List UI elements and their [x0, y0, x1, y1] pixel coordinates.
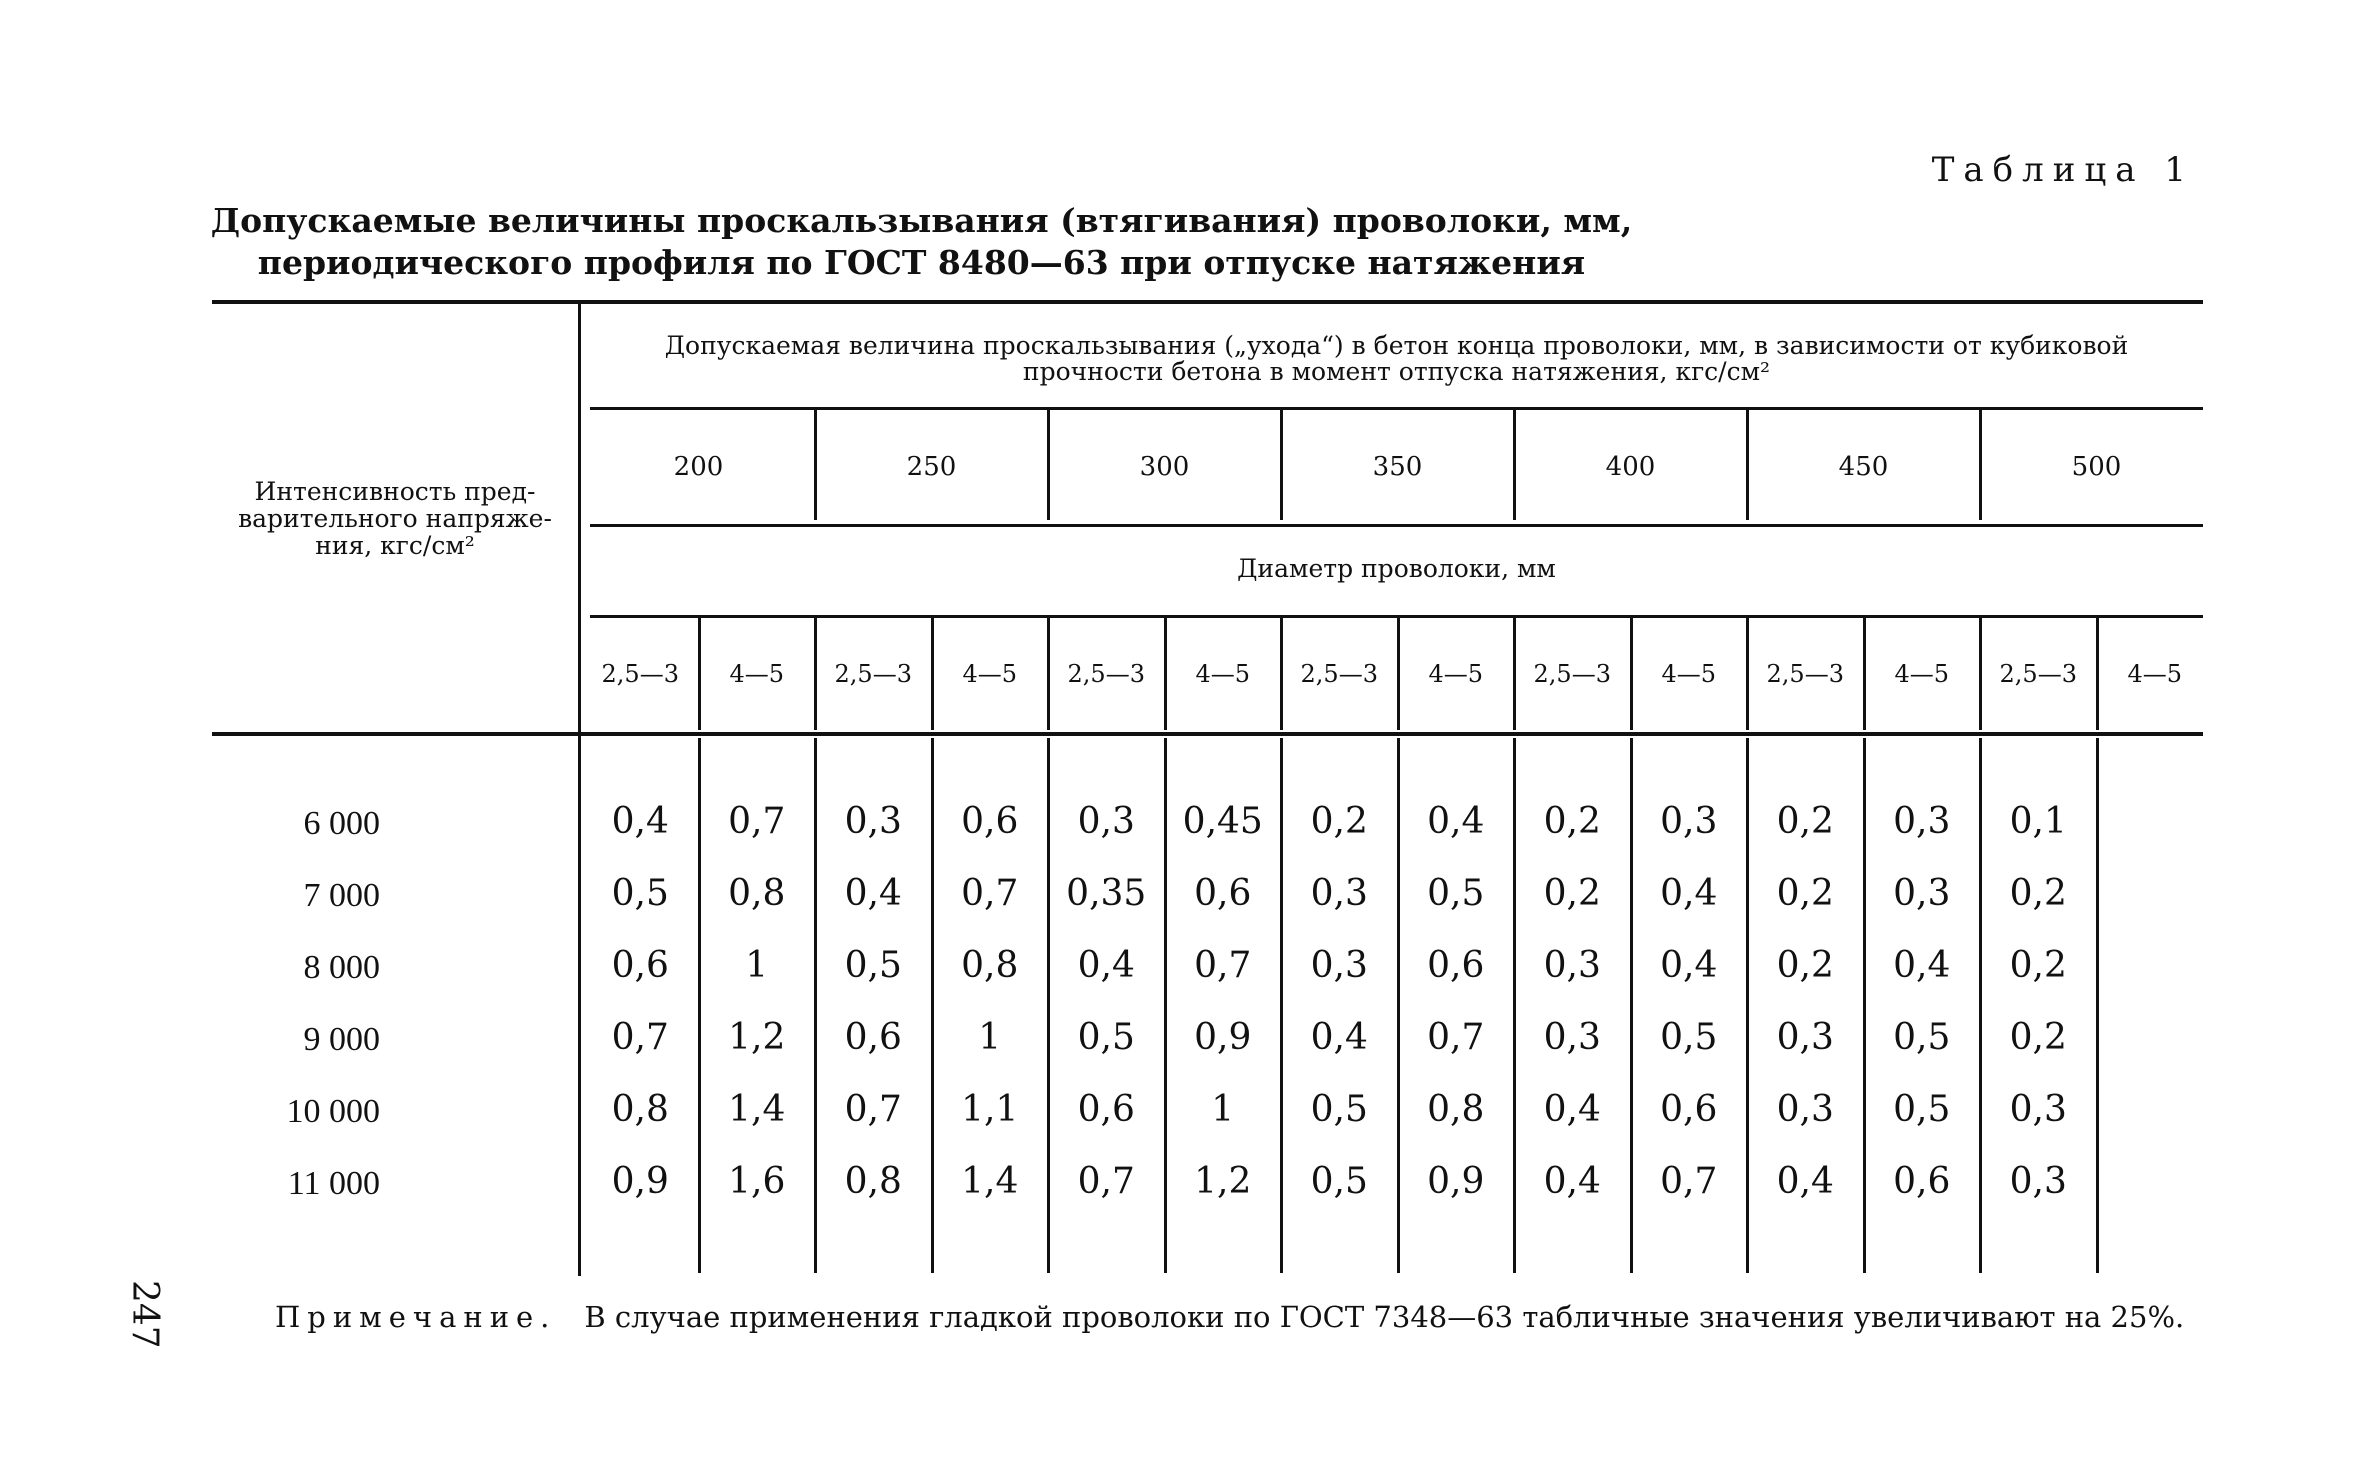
table-cell: 0,6 [1194, 873, 1252, 914]
table-cell: 0,3 [1776, 1089, 1834, 1130]
table-cell: 0,6 [611, 945, 669, 986]
strength-separator [1280, 410, 1283, 520]
diameter-header: 2,5—3 [1999, 660, 2077, 688]
group-header-line-2: прочности бетона в момент отпуска натяжения, кгс/см² [1022, 357, 1771, 386]
diameter-label: Диаметр проволоки, мм [1237, 554, 1556, 583]
table-cell: 0,7 [1660, 1161, 1718, 1202]
table-cell: 0,6 [1893, 1161, 1951, 1202]
table-cell: 0,4 [1660, 945, 1718, 986]
diameter-separator [1746, 618, 1749, 730]
strength-separator [1047, 410, 1050, 520]
diameter-separator [814, 618, 817, 730]
diameter-separator [1513, 618, 1516, 730]
diameter-header: 2,5—3 [1533, 660, 1611, 688]
strength-separator [814, 410, 817, 520]
diameter-separator [1397, 618, 1400, 730]
table-cell: 0,3 [1893, 801, 1951, 842]
table-cell: 1,2 [1194, 1161, 1252, 1202]
row-label: 10 000 [286, 1093, 380, 1130]
table-cell: 0,4 [611, 801, 669, 842]
table-cell: 0,4 [1660, 873, 1718, 914]
strength-separator [1979, 410, 1982, 520]
table-cell: 0,8 [1427, 1089, 1485, 1130]
table-cell: 0,4 [1893, 945, 1951, 986]
row-header-line: Интенсивность пред- [254, 477, 536, 506]
table-top-rule [212, 300, 2203, 304]
table-cell: 0,3 [1660, 801, 1718, 842]
row-header-line: ния, кгс/см² [315, 531, 475, 560]
table-cell: 0,9 [1194, 1017, 1252, 1058]
table-cell: 0,9 [1427, 1161, 1485, 1202]
strength-header: 450 [1838, 452, 1889, 482]
table-cell: 0,5 [1310, 1089, 1368, 1130]
table-cell: 1 [1211, 1089, 1235, 1130]
diameter-separator [1863, 618, 1866, 730]
table-cell: 0,8 [844, 1161, 902, 1202]
table-cell: 0,8 [961, 945, 1019, 986]
strength-header: 250 [906, 452, 957, 482]
table-cell: 0,5 [1427, 873, 1485, 914]
table-cell: 0,3 [1310, 873, 1368, 914]
header-bottom-rule [212, 732, 2203, 736]
table-cell: 0,5 [1077, 1017, 1135, 1058]
title-line-1: Допускаемые величины проскальзывания (втягивания) проволоки, мм, [210, 201, 1633, 240]
table-cell: 0,2 [2009, 1017, 2067, 1058]
diameter-header: 4—5 [1428, 660, 1484, 688]
table-cell: 0,4 [1543, 1089, 1601, 1130]
table-cell: 0,5 [1310, 1161, 1368, 1202]
table-cell: 0,8 [611, 1089, 669, 1130]
strength-header: 400 [1605, 452, 1656, 482]
group-header-rule [590, 407, 2203, 410]
table-cell: 0,6 [961, 801, 1019, 842]
strength-separator [1746, 410, 1749, 520]
diameter-header: 2,5—3 [1067, 660, 1145, 688]
table-cell: 0,6 [844, 1017, 902, 1058]
diameter-separator [1280, 618, 1283, 730]
strength-rule [590, 524, 2203, 527]
table-cell: 1,1 [961, 1089, 1019, 1130]
table-cell: 0,45 [1182, 801, 1263, 842]
diameter-header: 2,5—3 [1300, 660, 1378, 688]
row-label: 8 000 [303, 949, 380, 986]
table-cell: 1 [978, 1017, 1002, 1058]
stub-separator-body [578, 736, 581, 1276]
table-cell: 0,5 [611, 873, 669, 914]
table-cell: 0,3 [1543, 945, 1601, 986]
diameter-header: 4—5 [1661, 660, 1717, 688]
stub-separator [578, 302, 581, 732]
table-cell: 0,7 [611, 1017, 669, 1058]
table-cell: 0,3 [1543, 1017, 1601, 1058]
diameter-header: 2,5—3 [834, 660, 912, 688]
row-label: 7 000 [303, 877, 380, 914]
title-line-2: периодического профиля по ГОСТ 8480—63 при отпуске натяжения [257, 243, 1586, 282]
diameter-header: 2,5—3 [1766, 660, 1844, 688]
table-cell: 0,7 [1194, 945, 1252, 986]
table-cell: 0,4 [1310, 1017, 1368, 1058]
page-number: 247 [124, 1280, 165, 1349]
table-cell: 0,3 [2009, 1161, 2067, 1202]
table-cell: 0,9 [611, 1161, 669, 1202]
table-title [0, 200, 2103, 284]
strength-header: 350 [1372, 452, 1423, 482]
table-cell: 0,2 [1776, 801, 1834, 842]
group-header-line-1: Допускаемая величина проскальзывания („ухода“) в бетон конца проволоки, мм, в зависимости от кубиковой [664, 331, 2129, 360]
diameter-separator [2096, 618, 2099, 730]
table-cell: 0,2 [1310, 801, 1368, 842]
table-cell: 0,1 [2009, 801, 2067, 842]
table-label: Таблица 1 [1931, 150, 2195, 190]
table-cell: 0,5 [1660, 1017, 1718, 1058]
strength-header: 300 [1139, 452, 1190, 482]
table-cell: 0,2 [2009, 945, 2067, 986]
table-cell: 0,6 [1427, 945, 1485, 986]
note-lead: Примечание. [275, 1300, 557, 1334]
diameter-separator [931, 618, 934, 730]
table-cell: 1,2 [728, 1017, 786, 1058]
table-cell: 0,7 [961, 873, 1019, 914]
diameter-header: 4—5 [2127, 660, 2183, 688]
table-cell: 0,3 [1310, 945, 1368, 986]
diameter-header: 4—5 [1195, 660, 1251, 688]
table-cell: 0,7 [1427, 1017, 1485, 1058]
table-cell: 0,4 [1776, 1161, 1834, 1202]
strength-header: 200 [673, 452, 724, 482]
table-cell: 0,5 [1893, 1089, 1951, 1130]
table-cell: 0,4 [1543, 1161, 1601, 1202]
table-cell: 0,2 [1776, 873, 1834, 914]
table-cell: 0,6 [1660, 1089, 1718, 1130]
diameter-header: 4—5 [729, 660, 785, 688]
table-cell: 0,7 [844, 1089, 902, 1130]
table-cell: 1,6 [728, 1161, 786, 1202]
diameter-separator [1979, 618, 1982, 730]
row-label: 9 000 [303, 1021, 380, 1058]
note-text: В случае применения гладкой проволоки по ГОСТ 7348—63 табличные значения увеличивают на 25%. [584, 1300, 2185, 1334]
table-cell: 0,3 [1776, 1017, 1834, 1058]
table-cell: 0,3 [1077, 801, 1135, 842]
table-cell: 1,4 [961, 1161, 1019, 1202]
table-cell: 0,3 [2009, 1089, 2067, 1130]
table-cell: 0,4 [1077, 945, 1135, 986]
table-cell: 0,2 [1543, 801, 1601, 842]
row-header-line: варительного напряже- [238, 504, 552, 533]
table-cell: 0,5 [844, 945, 902, 986]
table-cell: 0,3 [1893, 873, 1951, 914]
table-cell: 0,2 [1776, 945, 1834, 986]
table-cell: 0,2 [1543, 873, 1601, 914]
table-cell: 0,7 [1077, 1161, 1135, 1202]
table-cell: 1 [745, 945, 769, 986]
table-cell: 0,4 [844, 873, 902, 914]
table-cell: 0,6 [1077, 1089, 1135, 1130]
table-cell: 0,35 [1066, 873, 1147, 914]
diameter-header: 2,5—3 [601, 660, 679, 688]
row-label: 6 000 [303, 805, 380, 842]
strength-header: 500 [2071, 452, 2122, 482]
table-cell: 0,8 [728, 873, 786, 914]
row-label: 11 000 [287, 1165, 380, 1202]
table-cell: 0,4 [1427, 801, 1485, 842]
diameter-separator [1047, 618, 1050, 730]
table-cell: 0,2 [2009, 873, 2067, 914]
diameter-separator [698, 618, 701, 730]
table-note [275, 1300, 2184, 1334]
table-cell: 0,7 [728, 801, 786, 842]
diameter-header: 4—5 [962, 660, 1018, 688]
table-cell: 0,3 [844, 801, 902, 842]
diameter-separator [1164, 618, 1167, 730]
strength-separator [1513, 410, 1516, 520]
table-cell: 0,5 [1893, 1017, 1951, 1058]
diameter-separator [1630, 618, 1633, 730]
diameter-header: 4—5 [1894, 660, 1950, 688]
table-cell: 1,4 [728, 1089, 786, 1130]
